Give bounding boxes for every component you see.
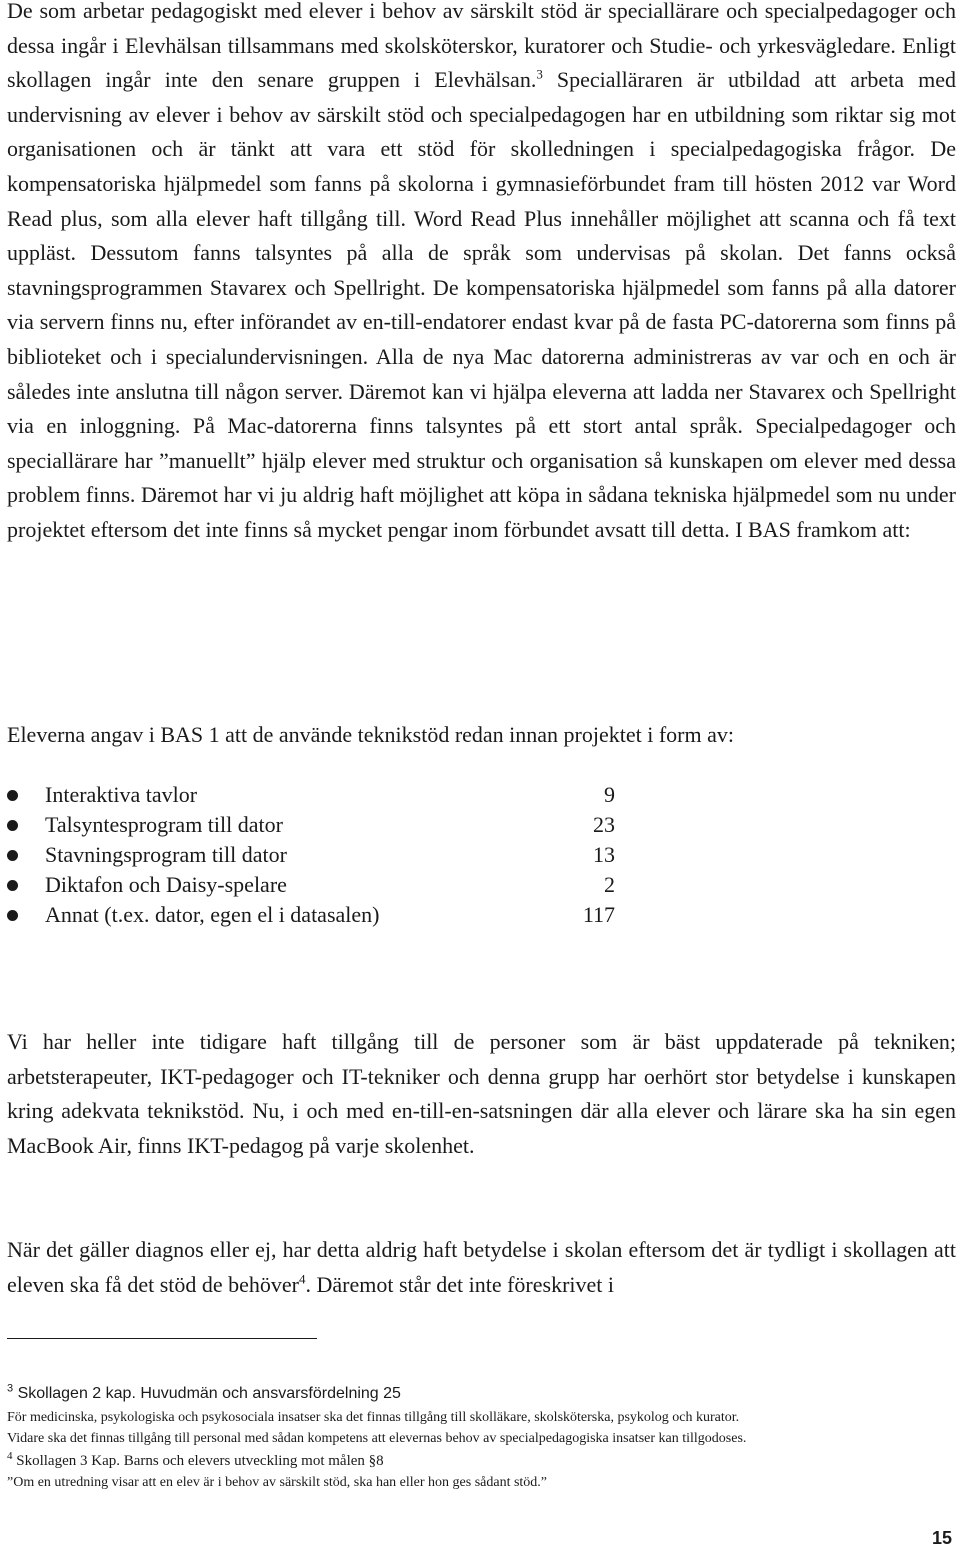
paragraph-1-text-a: De som arbetar pedagogiskt med elever i behov av särskilt stöd är speciallärare och specialpedagoger och dessa ingår i Elevhälsan tillsammans med skolsköterskor, kuratorer och Studie- och yrkesvägledare. Enligt skollagen ingår inte den senare gruppen i Elevhälsan. [7,0,956,93]
list-item-value: 23 [593,812,615,837]
body-paragraph-3: Vi har heller inte tidigare haft tillgång till de personer som är bäst uppdaterade på tekniken; arbetsterapeuter, IKT-pedagoger och IT-tekniker och denna grupp har oerhört stor betydelse i kunskapen kring adekvata teknikstöd. Nu, i och med en-till-en-satsningen där alla elever och lärare ska ha sin egen MacBook Air, finns IKT-pedagog på varje skolenhet. [7,1029,956,1158]
footnote-4-title-text: Skollagen 3 Kap. Barns och elevers utveckling mot målen §8 [16,1453,384,1469]
bullet-icon [7,820,18,831]
list-item-label: Interaktiva tavlor [45,782,198,807]
list-item [7,870,627,900]
list-item-label: Stavningsprogram till dator [45,842,287,867]
bullet-icon [7,880,18,891]
footnote-divider [7,1338,317,1339]
body-paragraph-1 [7,0,956,548]
footnote-3-line-2: Vidare ska det finnas tillgång till personal med sådan kompetens att elevernas behov av specialpedagogiska insatser kan tillgodoses. [7,1431,747,1446]
list-item-value: 13 [593,842,615,867]
page-number: 15 [931,1528,952,1548]
footnote-3-line-1: För medicinska, psykologiska och psykosociala insatser ska det finnas tillgång till skolläkare, skolsköterska, psykolog och kurator. [7,1410,740,1425]
paragraph-4-text-a: När det gäller diagnos eller ej, har detta aldrig haft betydelse i skolan eftersom det är tydligt i skollagen att eleven ska få det stöd de behöver [7,1237,956,1297]
footnote-4-number: 4 [7,1450,13,1462]
paragraph-1-text-b: Specialläraren är utbildad att arbeta med undervisning av elever i behov av särskilt stöd och specialpedagogen har en utbildning som riktar sig mot organisationen och är tänkt att vara ett stöd för skolledningen i specialpedagogiska frågor. De kompensatoriska hjälpmedel som fanns på skolorna i gymnasieförbundet fram till hösten 2012 var Word Read plus, som alla elever haft tillgång till. Word Read Plus innehåller möjlighet att scanna och få text uppläst. Dessutom fanns talsyntes på alla de språk som undervisas på skolan. Det fanns också stavningsprogrammen Stavarex och Spellright. De kompensatoriska hjälpmedel som fanns på alla datorer via servern finns nu, efter införandet av en-till-endatorer endast kvar på de fasta PC-datorerna som finns på biblioteket och i specialundervisningen. Alla de nya Mac datorerna administreras av var och en och är således inte anslutna till någon server. Däremot kan vi hjälpa eleverna att ladda ner Stavarex och Spellright via en inloggning. På Mac-datorerna finns talsyntes på ett stort antal språk. Specialpedagoger och speciallärare har ”manuellt” hjälp elever med struktur och organisation så kunskapen om elever med dessa problem finns. Däremot har vi ju aldrig haft möjlighet att köpa in sådana tekniska hjälpmedel som nu under projektet eftersom det inte finns så mycket pengar inom förbundet avsatt till detta. I BAS framkom att: [7,67,956,542]
bullet-icon [7,790,18,801]
list-item [7,900,627,930]
paragraph-4-text-b: . Däremot står det inte föreskrivet i [305,1271,615,1297]
list-item [7,810,627,840]
list-item-value: 9 [604,782,615,807]
body-paragraph-4 [7,1233,956,1302]
footnote-ref-3[interactable]: 3 [536,66,543,82]
bullet-icon [7,850,18,861]
list-intro: Eleverna angav i BAS 1 att de använde teknikstöd redan innan projektet i form av: [7,722,734,747]
footnote-4-title [7,1451,384,1471]
footnote-3-number: 3 [7,1382,14,1395]
list-item-label: Annat (t.ex. dator, egen el i datasalen) [45,902,380,927]
list-item-value: 2 [604,872,615,897]
list-item-label: Diktafon och Daisy-spelare [45,872,287,897]
tech-support-list [7,780,627,930]
footnote-3-title-text: Skollagen 2 kap. Huvudmän och ansvarsfördelning 25 [17,1385,401,1402]
list-item-value: 117 [582,902,615,927]
bullet-icon [7,910,18,921]
footnote-4-line-1: ”Om en utredning visar att en elev är i behov av särskilt stöd, ska han eller hon ges sådant stöd.” [7,1475,548,1490]
list-item [7,840,627,870]
list-item [7,780,627,810]
list-item-label: Talsyntesprogram till dator [45,812,283,837]
footnote-3-title [7,1384,401,1404]
footnote-ref-4[interactable]: 4 [299,1271,306,1287]
